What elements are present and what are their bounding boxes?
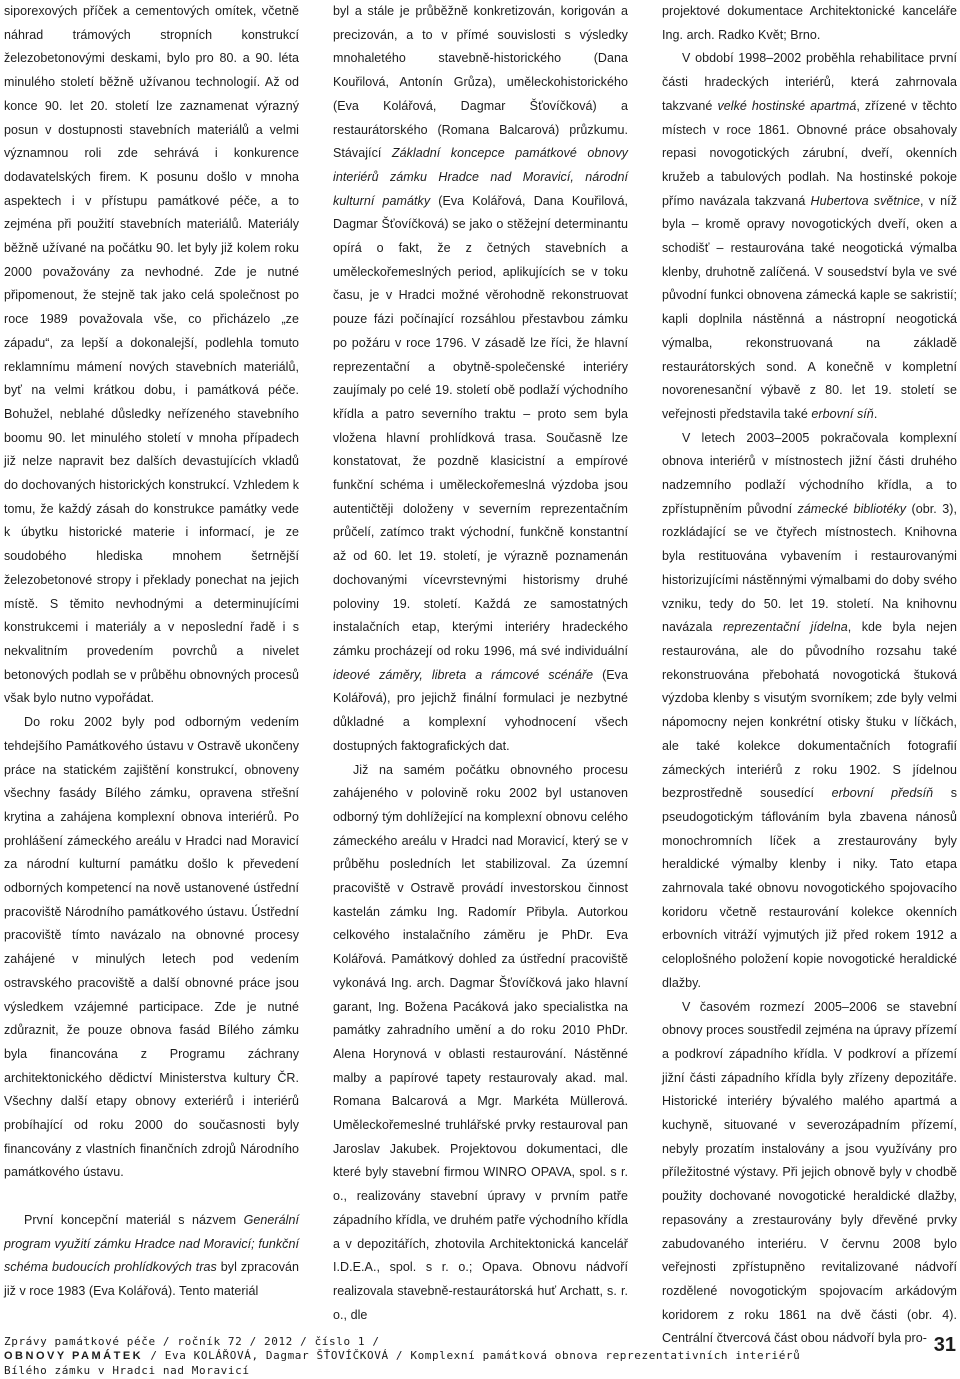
footer-article-title: Eva KOLÁŘOVÁ, Dagmar ŠŤOVÍČKOVÁ / Komplexní památková obnova reprezentativních interiérů [164,1349,801,1362]
column-1 [4,0,299,1300]
footer-separator: / [143,1349,165,1362]
page-number: 31 [933,1334,956,1356]
paragraph: projektové dokumentace Architektonické kanceláře Ing. arch. Radko Květ; Brno. [662,4,957,42]
paragraph: První koncepční materiál s názvem Generální program využití zámku Hradce nad Moravicí; funkční schéma budoucích prohlídkových tras byl zpracován již v roce 1983 (Eva Kolářová). Tento materiál [4,1212,299,1298]
paragraph: V letech 2003–2005 pokračovala komplexní obnova interiérů v místnostech jižní části druhého nadzemního podlaží východního křídla, a to zpřístupněním původní zámecké bibliotéky (obr. 3), rozkládající se ve čtyřech místnostech. Knihovna byla restituována vybavením i restaurovanými historizujícími nástěnnými výmalbami do doby svého vzniku, tedy do 50. let 19. století. Na knihovnu navázala reprezentační jídelna, kde byla nejen restaurována, ale do původního rozsahu také rekonstruována přebohatá novogotická štuková výzdoba klenby s visutým svorníkem; zde byly velmi nápomocny nejen konkrétní otisky štuku v líčkách, ale také kolekce dokumentačních fotografií zámeckých interiérů z roku 1902. S jídelnou bezprostředně sousedící erbovní předsíň s pseudogotickým táflováním byla zbavena nánosů monochromních líček a zrestaurovány byly heraldické výmalby klenby i niky. Tato etapa zahrnovala také obnovu novogotického spojovacího koridoru včetně restaurování kolekce okenních erbovních vitráží vyjmutých již před rokem 1912 a celoplošného položení kopie novogotické heraldické dlažby. [662,430,958,990]
paragraph: siporexových příček a cementových omítek, včetně náhrad trámových stropních konstrukcí železobetonovými deskami, bylo pro 80. a 90. léta minulého století běžně užívanou technologií. Až od konce 90. let 20. století lze zaznamenat výrazný posun v dostupnosti stavebních materiálů a velmi významnou roli zde sehrává i konkurence dodavatelských firem. K posunu došlo v mnoha aspektech i v přístupu památkové péče, a to zejména při použití stavebních materiálů. Materiály běžně užívané na počátku 90. let byly již kolem roku 2000 považovány za nevhodné. Zde je nutné připomenout, že stejně tak jako celá společnost po roce 1989 považovala vše, co přicházelo „ze západu“, za lepší a dokonalejší, podlehla tomuto reklamnímu mámení nových stavebních materiálů, byť na velmi krátkou dobu, i památková péče. Bohužel, neblahé důsledky neřízeného stavebního boomu 90. let minulého století v mnoha případech již nelze napravit bez dalších devastujících vkladů do dochovaných historických konstrukcí. Vzhledem k tomu, že každý zásah do konstrukce památky vede k úbytku historické materie i informací, je ze soudobého hlediska mnohem šetrnější železobetonové stropy i překlady ponechat na jejich místě. S těmito nevhodnými a determinujícími konstrukcemi i materiály a v neposlední řadě i s nekvalitním provedením povrchů a nivelet betonových podlah se v průběhu obnovných procesů však bylo nutno vypořádat. [4,4,299,706]
paragraph: Již na samém počátku obnovného procesu zahájeného v polovině roku 2002 byl ustanoven odborný tým dohlížející na komplexní obnovu celého zámeckého areálu v Hradci nad Moravicí, který se v průběhu posledních let stabilizoval. Za územní pracoviště v Ostravě provádí investorskou činnost kastelán zámku Ing. Radomír Přibyla. Autorkou celkového instalačního záměru je PhDr. Eva Kolářová. Památkový dohled za ústřední pracoviště vykonává Ing. arch. Dagmar Šťovíčková jako hlavní garant, Ing. Božena Pacáková jako specialistka na památky zahradního umění a do roku 2010 PhDr. Alena Horynová v oblasti restaurování. Nástěnné malby a papírové tapety restaurovaly akad. mal. Romana Balcarová a Mgr. Markéta Müllerová. Uměleckořemeslné truhlářské prvky restauroval pan Jaroslav Jakubek. Projektovou dokumentaci, dle které byly stavební firmou WINRO OPAVA, spol. s r. o., realizovány stavební úpravy v prvním patře západního křídla, ve druhém patře východního křídla a v depozitářích, zhotovila Architektonická kancelář I.D.E.A., spol. s r. o.; Opava. Obnovu nádvoří realizovala stavebně-restaurátorská huť Archatt, s. r. o., dle [333,762,628,1322]
column-2 [333,0,628,1322]
paragraph: Do roku 2002 byly pod odborným vedením tehdejšího Památkového ústavu v Ostravě ukončeny práce na statickém zajištění konstrukcí, obnoveny všechny fasády Bílého zámku, opravena střešní krytina a zahájena komplexní obnova interiérů. Po prohlášení zámeckého areálu v Hradci nad Moravicí za národní kulturní památku došlo k převedení odborných kompetencí na nově ustanovené ústřední pracoviště Národního památkového ústavu. Ústřední pracoviště tímto navázalo na obnovné procesy zahájené v minulých letech pod vedením ostravského pracoviště a další obnovné práce jsou výsledkem vzájemné participace. Zde je nutné zdůraznit, že pouze obnova fasád Bílého zámku byla financována z Programu záchrany architektonického dědictví Ministerstva kultury ČR. Všechny další etapy obnovy exteriérů i interiérů probíhající od roku 2000 do současnosti byly financovány z vlastních finančních zdrojů Národního památkového ústavu. [4,715,299,1180]
footer-article-line [4,1349,960,1363]
footer-article-title-cont: Bílého zámku v Hradci nad Moravicí [4,1364,250,1377]
footer-section: OBNOVY PAMÁTEK [4,1350,144,1362]
paragraph: V časovém rozmezí 2005–2006 se stavební obnovy proces soustředil zejména na úpravy přízemí a podkroví západního křídla. V podkroví a přízemí jižní části západního křídla byly zřízeny depozitáře. Historické interiéry bývalého malého apartmá a kuchyně, situované v severozápadním přízemí, nebyly prozatím instalovány a jsou využívány pro příležitostné výstavy. Při jejich obnově byly v chodbě použity dochované novogotické heraldické dlažby, repasovány a zrestaurovány byly dřevěné prvky zabudovaného interiéru. V červnu 2008 bylo veřejnosti zpřístupněno revitalizované nádvoří rozdělené novogotickým spojovacím arkádovým koridorem z roku 1861 na dvě části (obr. 4). Centrální čtvercová část obou nádvoří byla pro- [662,999,958,1346]
footer-journal-line: Zprávy památkové péče / ročník 72 / 2012 / číslo 1 / [4,1335,380,1348]
paragraph: V období 1998–2002 proběhla rehabilitace první části hradeckých interiérů, která zahrnovala takzvané velké hostinské apartmá, zřízené v těchto místech v roce 1861. Obnovné práce obsahovaly repasi novogotických zárubní, dveří, okenních kružeb a tabulových podlah. Na hostinské pokoje přímo navázala takzvaná Hubertova světnice, v níž byla – kromě opravy novogotických dveří, oken a schodišť – restaurována také neogotická výmalba klenby, druhotně zalíčená. V sousedství byla ve své původní funkci obnovena zámecká kaple se sakristií; kapli doplnila nástěnná a nástropní neogotická výmalba, rekonstruovaná na základě restaurátorských sond. A konečně v kompletní novorenesanční výbavě z 80. let 19. století se veřejnosti představila také erbovní síň. [662,51,957,421]
page-footer [4,1335,960,1379]
paragraph: byl a stále je průběžně konkretizován, korigován a precizován, a to v přímé souvislosti s výsledky mnohaletého stavebně-historického (Dana Kouřilová, Antonín Grůza), uměleckohistorického (Eva Kolářová, Dagmar Šťovíčková) a restaurátorského (Romana Balcarová) průzkumu. Stávající Základní koncepce památkové obnovy interiérů zámku Hradce nad Moravicí, národní kulturní památky (Eva Kolářová, Dana Kouřilová, Dagmar Šťovíčková) se jako o stěžejní determinantu opírá o fakt, že z četných stavebních a uměleckořemeslných period, aplikujících se v toku času, je v Hradci možné věrohodně rekonstruovat pouze fázi počínající rozsáhlou přestavbou zámku po požáru v roce 1796. V zásadě lze říci, že hlavní reprezentační a obytně-společenské interiéry zaujímaly po celé 19. století obě podlaží východního křídla a patro severního traktu – proto sem byla vložena hlavní prohlídková trasa. Současně lze konstatovat, že pozdně klasicistní a empírové funkční schéma i uměleckořemeslná výzdoba jsou autentičtěji doloženy v severním reprezentačním průčelí, zatímco trakt východní, funkčně konstantní až od 60. let 19. století, je výrazně poznamenán dochovanými vícevrstevnými historismy druhé poloviny 19. století. Každá ze samostatných instalačních etap, kterými interiéry hradeckého zámku procházejí od roku 1996, má své individuální ideové záměry, libreta a rámcové scénáře (Eva Kolářová), pro jejichž finální formulaci je nezbytné důkladné a komplexní vyhodnocení všech dostupných faktografických dat. [333,4,628,753]
